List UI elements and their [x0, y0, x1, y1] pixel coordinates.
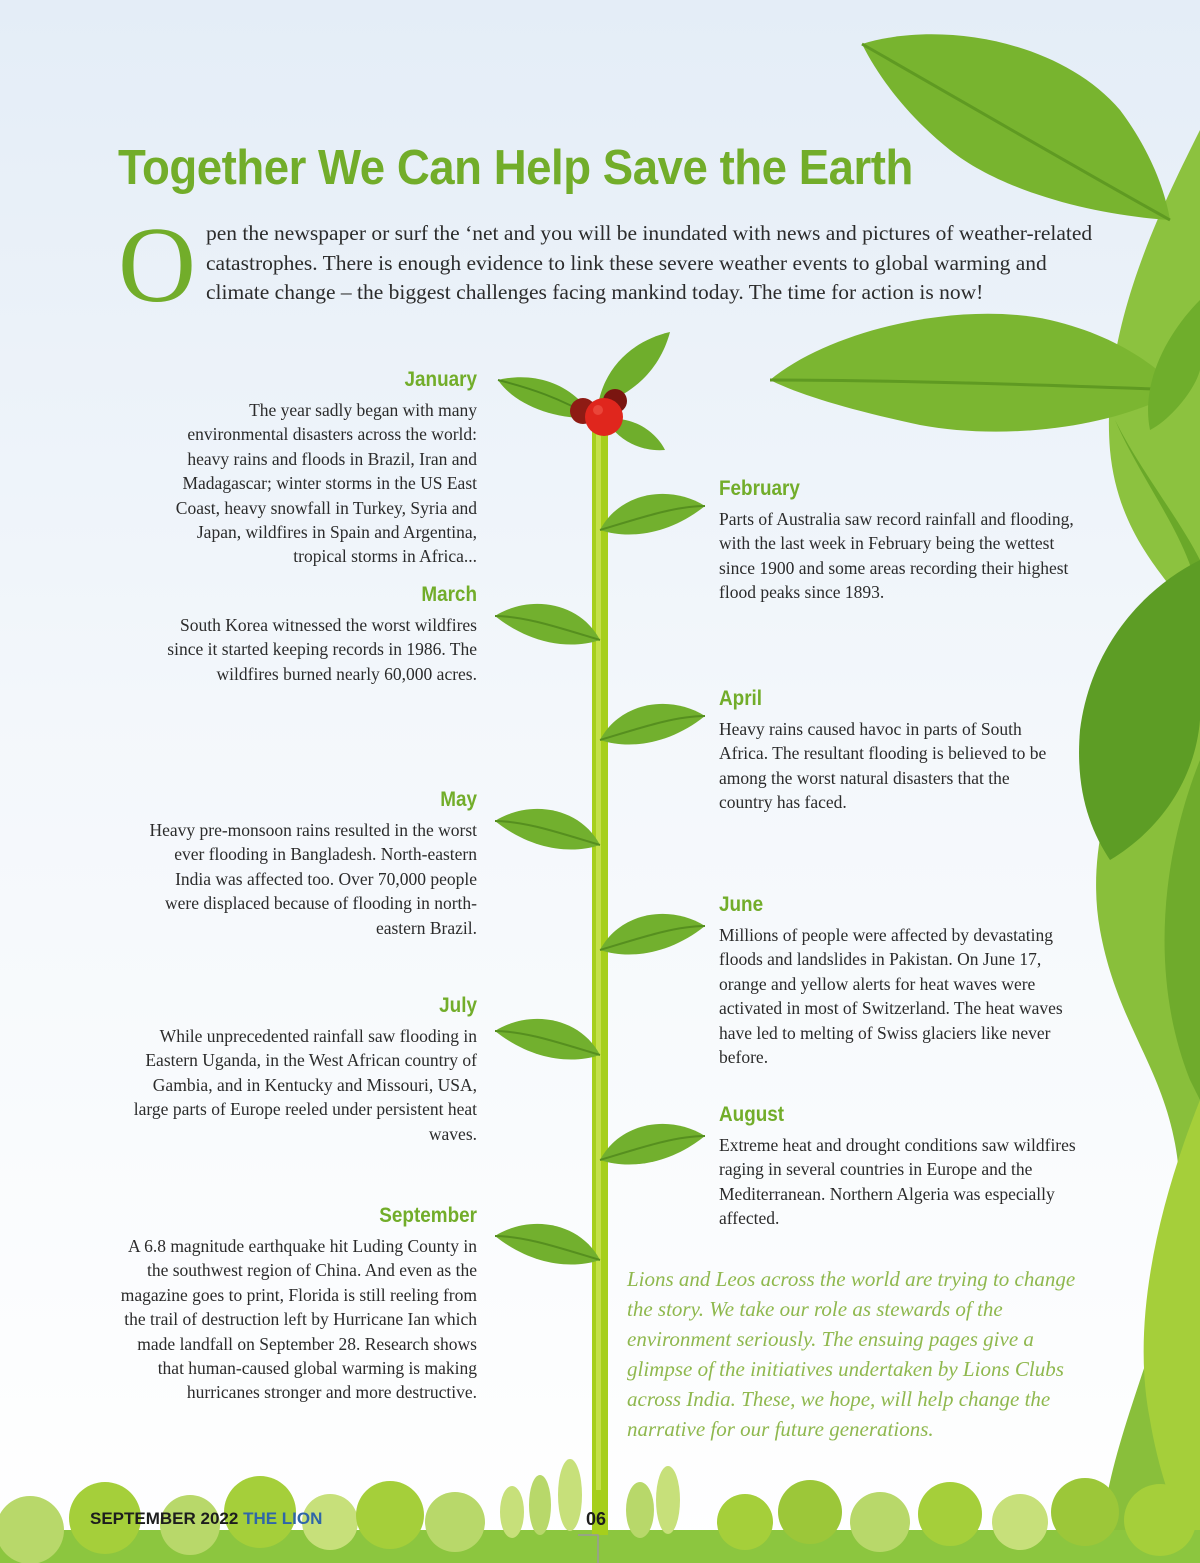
month-entry-july	[127, 994, 477, 1146]
month-heading: September	[379, 1204, 477, 1227]
footer-issue-line	[90, 1509, 322, 1529]
month-entry-february	[719, 477, 1089, 605]
month-entry-september	[112, 1204, 477, 1405]
intro-dropcap: O	[118, 206, 196, 325]
month-entry-april	[719, 687, 1064, 815]
month-text: Extreme heat and drought conditions saw wildfires raging in several countries in Europe and the Mediterranean. Northern Algeria was especially affected.	[719, 1135, 1076, 1229]
footer-magazine: THE LION	[243, 1509, 323, 1528]
month-heading: March	[421, 583, 477, 606]
month-text: Parts of Australia saw record rainfall and flooding, with the last week in February being the wettest since 1900 and some areas recording their highest flood peaks since 1893.	[719, 509, 1074, 603]
month-text: South Korea witnessed the worst wildfires since it started keeping records in 1986. The wildfires burned nearly 60,000 acres.	[167, 615, 477, 684]
month-text: Millions of people were affected by devastating floods and landslides in Pakistan. On June 17, orange and yellow alerts for heat waves were activated in most of Switzerland. The heat waves have led to melting of Swiss glaciers like never before.	[719, 925, 1063, 1068]
page-number: 06	[586, 1509, 607, 1529]
month-entry-may	[127, 788, 477, 940]
intro-paragraph	[118, 206, 1093, 325]
month-text: Heavy rains caused havoc in parts of South Africa. The resultant flooding is believed to be among the worst natural disasters that the country has faced.	[719, 719, 1047, 813]
intro-text: pen the newspaper or surf the ‘net and you will be inundated with news and pictures of weather-related catastrophes. There is enough evidence to link these severe weather events to global warming and climate change – the biggest challenges facing mankind today. The time for action is now!	[206, 221, 1093, 304]
month-text: The year sadly began with many environmental disasters across the world: heavy rains and floods in Brazil, Iran and Madagascar; winter storms in the US East Coast, heavy snowfall in Turkey, Syria and Japan, wildfires in Spain and Argentina, tropical storms in Africa...	[175, 400, 477, 567]
month-text: A 6.8 magnitude earthquake hit Luding County in the southwest region of China. And even as the magazine goes to print, Florida is still reeling from the trail of destruction left by Hurricane Ian which made landfall on September 28. Research shows that human-caused global warming is making hurricanes stronger and more destructive.	[120, 1236, 477, 1403]
month-heading: June	[719, 893, 764, 916]
month-heading: May	[440, 788, 477, 811]
berry-cluster	[570, 389, 627, 436]
month-heading: February	[719, 477, 800, 500]
month-entry-june	[719, 893, 1089, 1069]
month-entry-march	[127, 583, 477, 686]
article-title: Together We Can Help Save the Earth	[118, 141, 913, 195]
month-heading: April	[719, 687, 763, 710]
month-text: While unprecedented rainfall saw flooding in Eastern Uganda, in the West African country of Gambia, and in Kentucky and Missouri, USA, large parts of Europe reeled under persistent heat waves.	[133, 1026, 477, 1144]
month-entry-january	[127, 368, 477, 569]
month-heading: August	[719, 1103, 785, 1126]
month-heading: July	[439, 994, 477, 1017]
footer-issue: SEPTEMBER 2022	[90, 1509, 239, 1528]
month-entry-august	[719, 1103, 1089, 1231]
month-text: Heavy pre-monsoon rains resulted in the worst ever flooding in Bangladesh. North-eastern India was affected too. Over 70,000 people were displaced because of flooding in north-eastern Brazil.	[149, 820, 477, 938]
month-heading: January	[404, 368, 477, 391]
closing-paragraph: Lions and Leos across the world are trying to change the story. We take our role as stewards of the environment seriously. The ensuing pages give a glimpse of the initiatives undertaken by Lions Clubs across India. These, we hope, will help change the narrative for our future generations.	[627, 1267, 1076, 1441]
